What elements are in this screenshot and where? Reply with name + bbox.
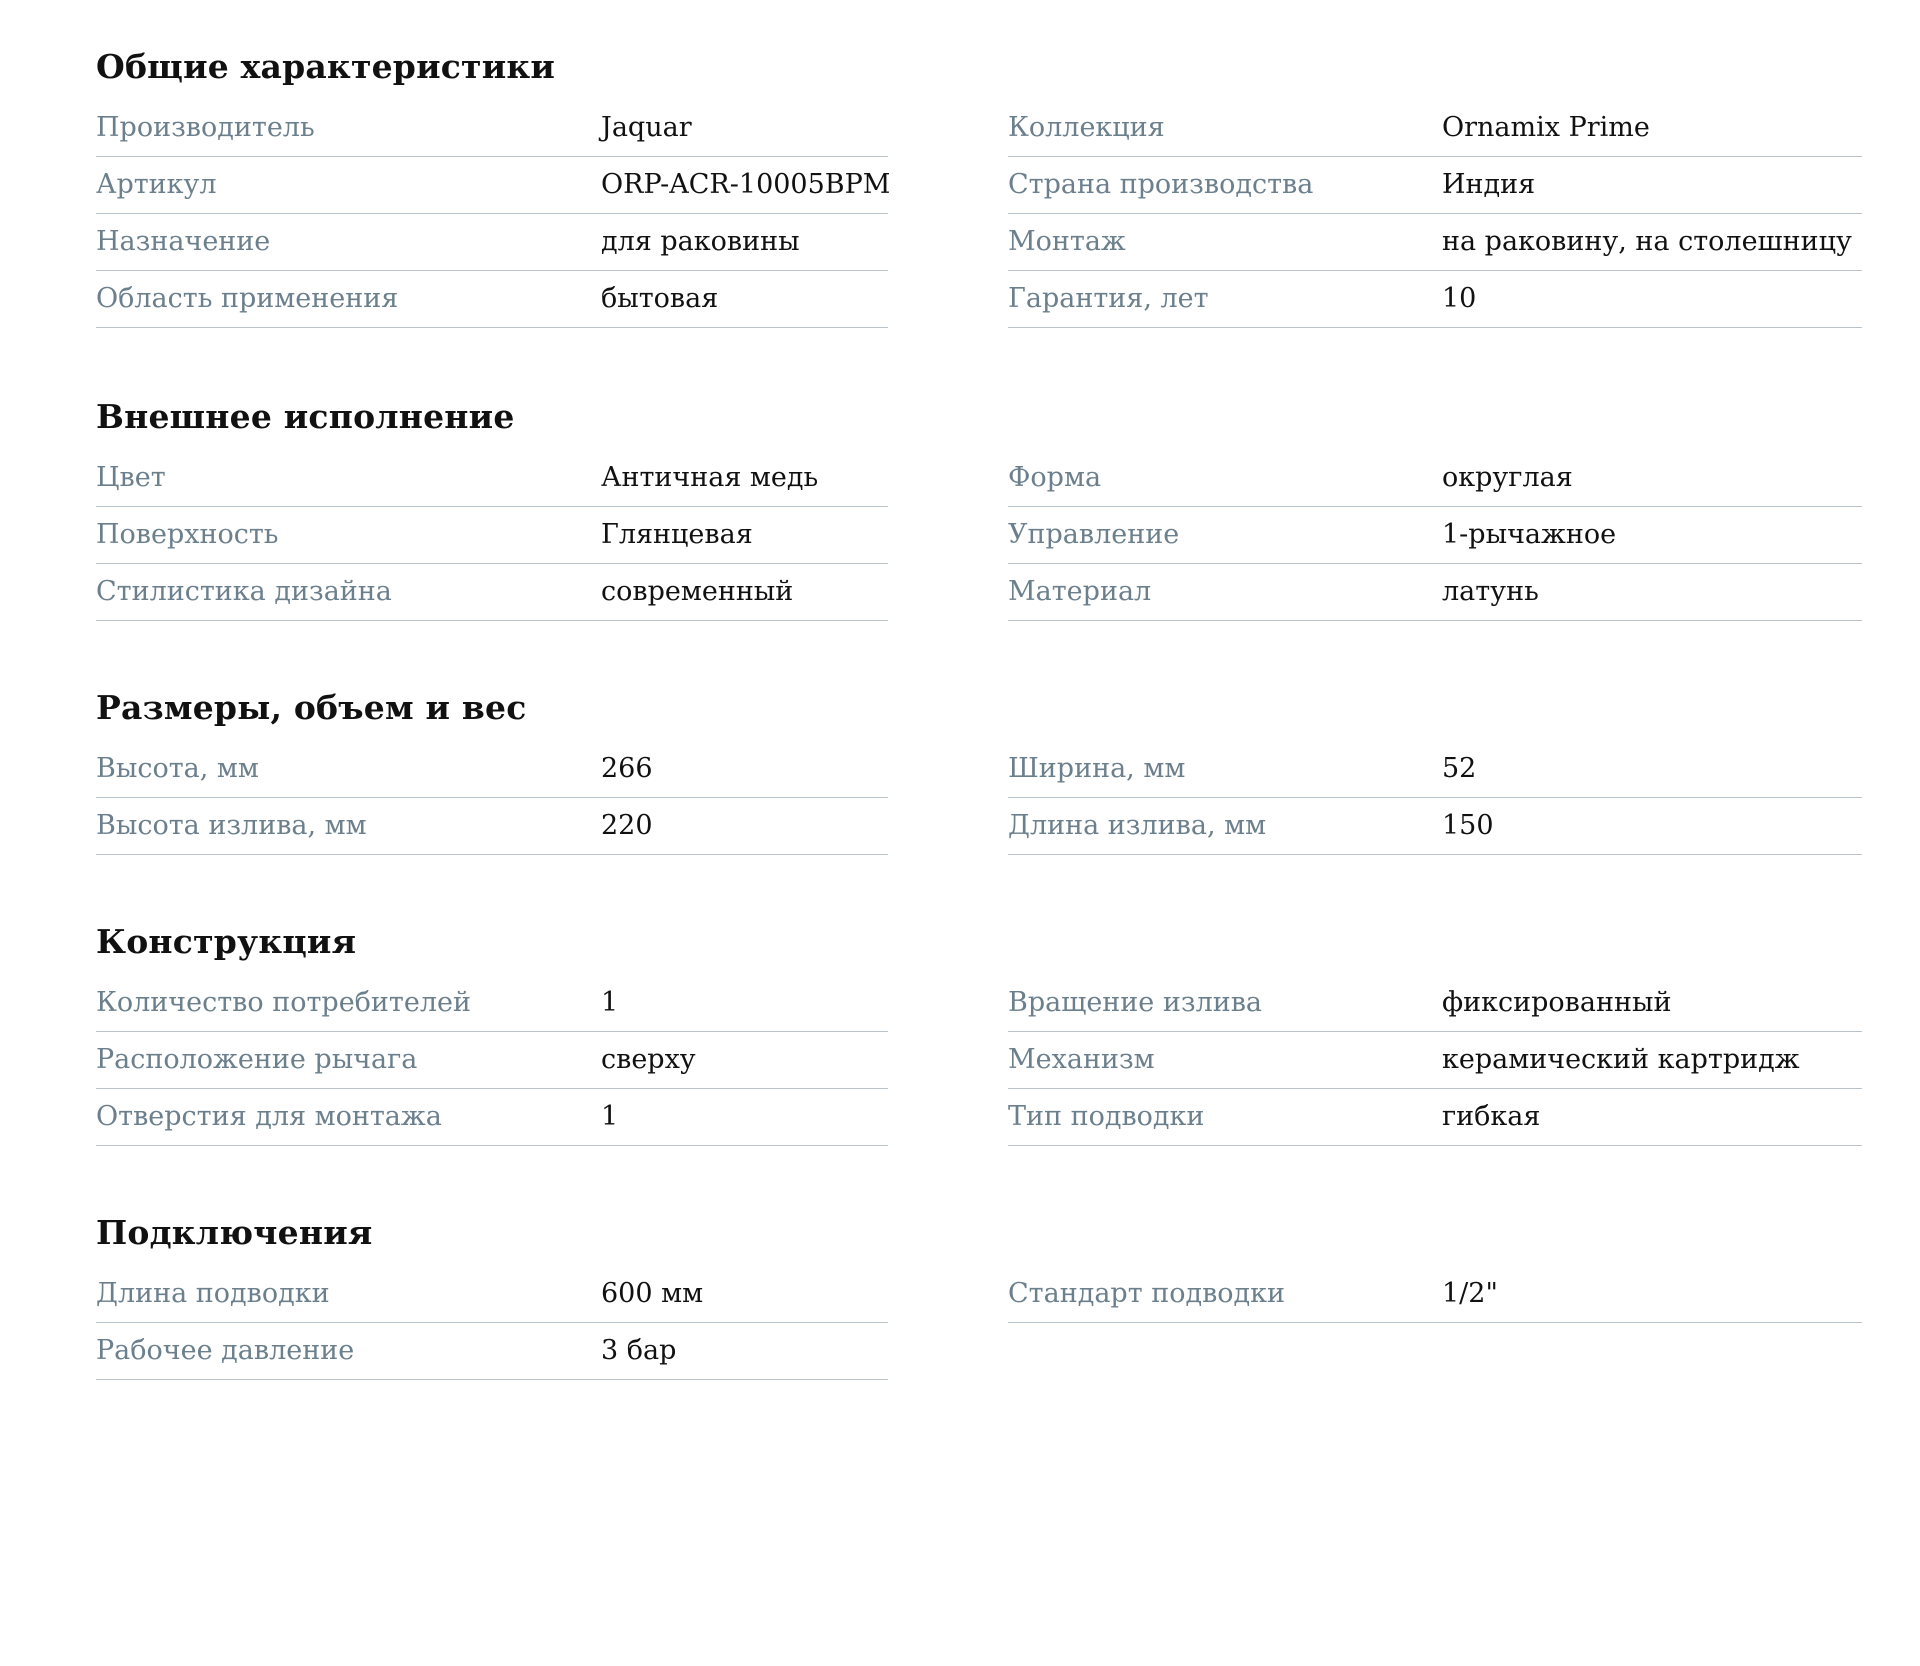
spec-column-left [96, 741, 888, 855]
spec-value: 220 [601, 810, 653, 841]
section-appearance [96, 395, 1862, 607]
spec-label: Назначение [96, 226, 271, 257]
spec-column-left [96, 1266, 888, 1380]
spec-column-right [1008, 450, 1862, 621]
spec-value: Jaquar [601, 112, 692, 143]
spec-row [1008, 798, 1862, 855]
spec-column-right [1008, 741, 1862, 855]
spec-value: Ornamix Prime [1442, 112, 1650, 143]
spec-label: Расположение рычага [96, 1044, 418, 1075]
spec-row [96, 798, 888, 855]
spec-row [1008, 507, 1862, 564]
spec-row [96, 1032, 888, 1089]
spec-row [96, 564, 888, 621]
spec-value: современный [601, 576, 794, 607]
spec-label: Коллекция [1008, 112, 1165, 143]
spec-row [1008, 975, 1862, 1032]
spec-value: фиксированный [1442, 987, 1672, 1018]
spec-row [1008, 450, 1862, 507]
spec-label: Высота излива, мм [96, 810, 367, 841]
section-construction [96, 920, 1862, 1132]
spec-value: 52 [1442, 753, 1477, 784]
spec-value: бытовая [601, 283, 719, 314]
section-title: Подключения [96, 1213, 373, 1252]
spec-value: Индия [1442, 169, 1536, 200]
spec-value: ORP-ACR-10005BPM [601, 169, 891, 200]
spec-label: Форма [1008, 462, 1102, 493]
spec-label: Производитель [96, 112, 315, 143]
spec-value: на раковину, на столешницу [1442, 226, 1852, 257]
section-title: Внешнее исполнение [96, 397, 515, 436]
spec-value: округлая [1442, 462, 1573, 493]
spec-column-right [1008, 975, 1862, 1146]
section-title: Общие характеристики [96, 47, 556, 86]
spec-row [1008, 1032, 1862, 1089]
spec-value: 266 [601, 753, 653, 784]
spec-row [1008, 1089, 1862, 1146]
spec-label: Вращение излива [1008, 987, 1263, 1018]
spec-row [1008, 214, 1862, 271]
spec-value: Античная медь [601, 462, 819, 493]
spec-label: Монтаж [1008, 226, 1126, 257]
spec-value: для раковины [601, 226, 800, 257]
spec-row [96, 1323, 888, 1380]
section-title: Размеры, объем и вес [96, 688, 527, 727]
spec-value: 1-рычажное [1442, 519, 1617, 550]
spec-label: Длина излива, мм [1008, 810, 1267, 841]
spec-row [96, 271, 888, 328]
spec-column-left [96, 100, 891, 328]
spec-column-right [1008, 1266, 1862, 1323]
spec-label: Управление [1008, 519, 1180, 550]
spec-value: Глянцевая [601, 519, 753, 550]
spec-label: Длина подводки [96, 1278, 330, 1309]
spec-row [96, 1266, 888, 1323]
spec-label: Высота, мм [96, 753, 259, 784]
spec-row [96, 975, 888, 1032]
spec-row [96, 507, 888, 564]
spec-column-left [96, 975, 888, 1146]
spec-row [1008, 741, 1862, 798]
spec-value: керамический картридж [1442, 1044, 1800, 1075]
spec-label: Стилистика дизайна [96, 576, 392, 607]
section-general [96, 45, 1862, 314]
spec-row [1008, 1266, 1862, 1323]
section-title: Конструкция [96, 922, 357, 961]
spec-value: 10 [1442, 283, 1477, 314]
section-dimensions [96, 686, 1862, 841]
spec-value: сверху [601, 1044, 696, 1075]
spec-value: 600 мм [601, 1278, 704, 1309]
spec-label: Рабочее давление [96, 1335, 355, 1366]
spec-row [1008, 564, 1862, 621]
spec-row [96, 214, 888, 271]
spec-row [96, 741, 888, 798]
spec-value: 150 [1442, 810, 1494, 841]
spec-column-left [96, 450, 888, 621]
spec-row [96, 100, 888, 157]
spec-label: Страна производства [1008, 169, 1314, 200]
spec-value: 3 бар [601, 1335, 677, 1366]
spec-row [96, 450, 888, 507]
spec-label: Материал [1008, 576, 1152, 607]
spec-label: Цвет [96, 462, 166, 493]
spec-row [1008, 157, 1862, 214]
section-connections [96, 1211, 1862, 1366]
spec-row [96, 1089, 888, 1146]
spec-value: латунь [1442, 576, 1539, 607]
spec-label: Поверхность [96, 519, 279, 550]
spec-row [96, 157, 891, 214]
spec-label: Гарантия, лет [1008, 283, 1209, 314]
spec-row [1008, 100, 1862, 157]
spec-column-right [1008, 100, 1862, 328]
spec-value: гибкая [1442, 1101, 1541, 1132]
spec-label: Тип подводки [1008, 1101, 1205, 1132]
spec-row [1008, 271, 1862, 328]
spec-label: Отверстия для монтажа [96, 1101, 442, 1132]
spec-label: Стандарт подводки [1008, 1278, 1286, 1309]
spec-label: Количество потребителей [96, 987, 471, 1018]
spec-label: Артикул [96, 169, 217, 200]
spec-label: Механизм [1008, 1044, 1155, 1075]
spec-value: 1 [601, 1101, 619, 1132]
spec-value: 1 [601, 987, 619, 1018]
spec-label: Ширина, мм [1008, 753, 1186, 784]
spec-value: 1/2" [1442, 1278, 1498, 1309]
spec-label: Область применения [96, 283, 399, 314]
